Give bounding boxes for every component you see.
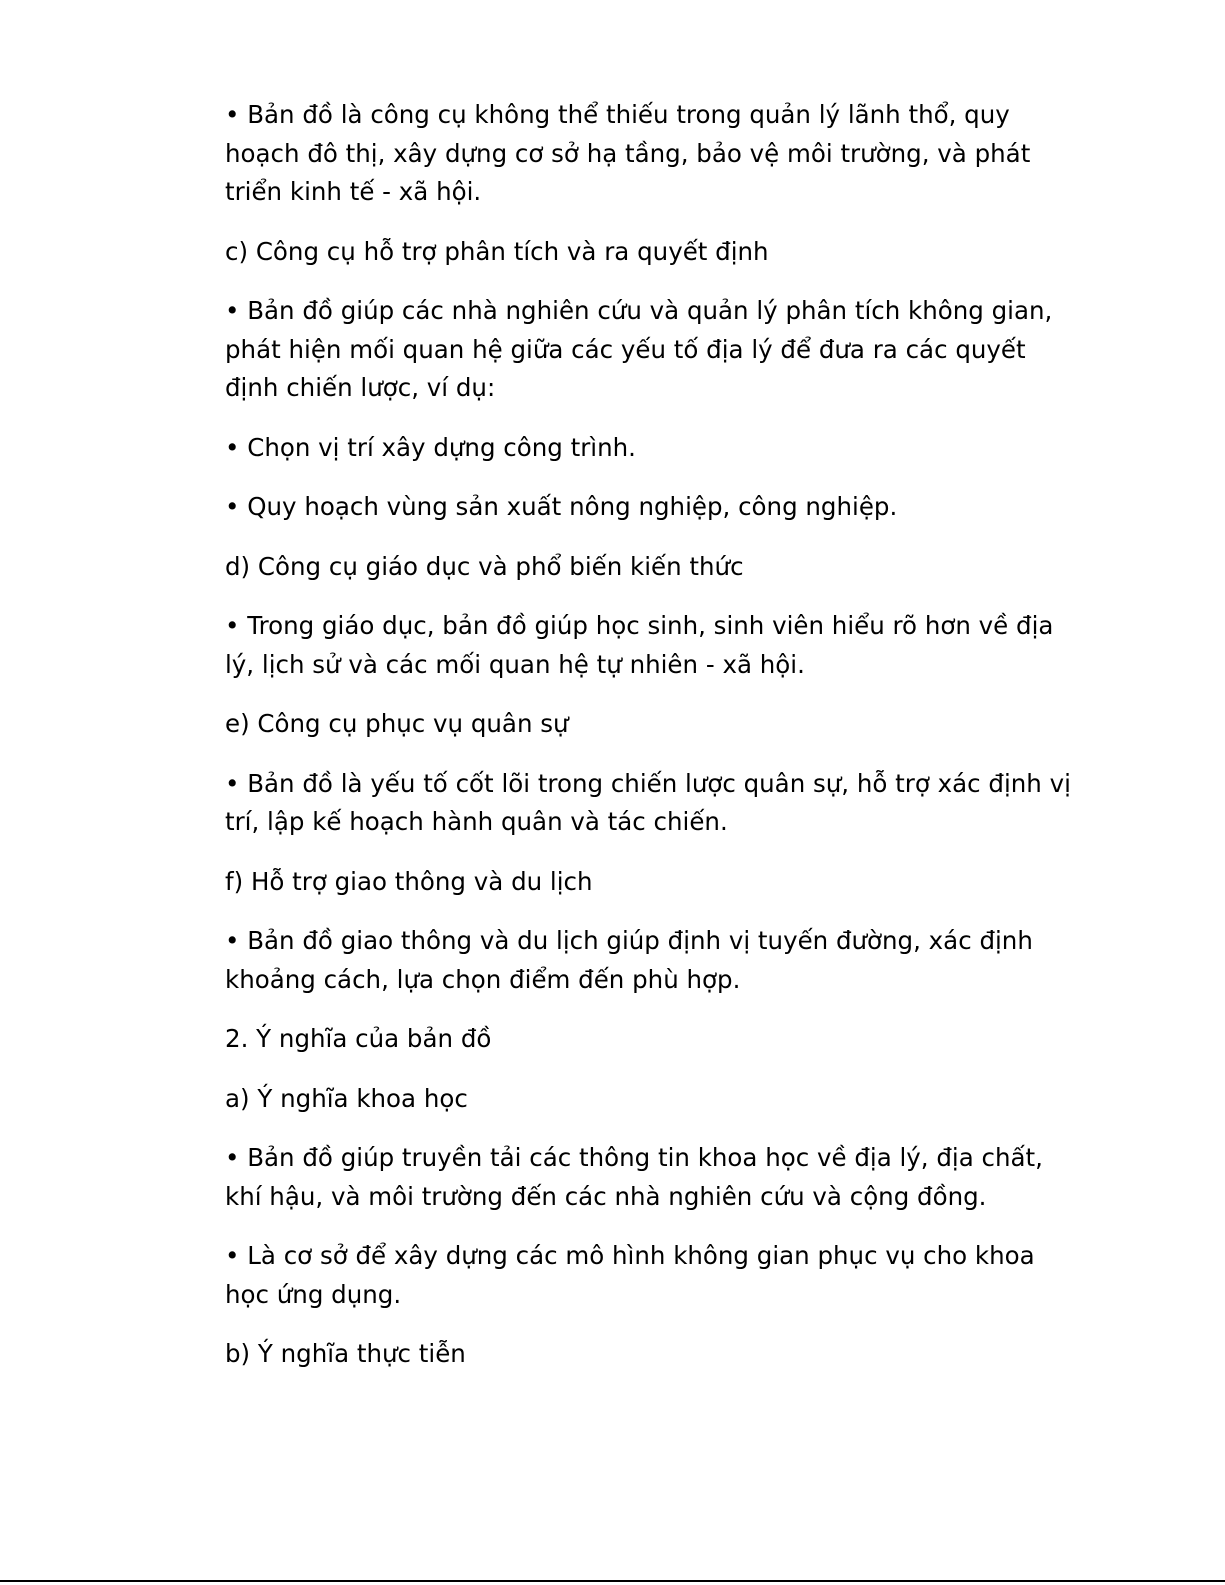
section-heading: d) Công cụ giáo dục và phổ biến kiến thức [225,551,744,581]
bullet-paragraph: • Là cơ sở để xây dựng các mô hình không gian phục vụ cho khoa học ứng dụng. [225,1241,1035,1309]
bullet-paragraph: • Bản đồ giúp truyền tải các thông tin khoa học về địa lý, địa chất, khí hậu, và môi trường đến các nhà nghiên cứu và cộng đồng. [225,1143,1043,1211]
bullet-paragraph: • Chọn vị trí xây dựng công trình. [225,432,636,462]
bullet-paragraph: • Bản đồ là yếu tố cốt lõi trong chiến lược quân sự, hỗ trợ xác định vị trí, lập kế hoạch hành quân và tác chiến. [225,768,1071,836]
bullet-paragraph: • Trong giáo dục, bản đồ giúp học sinh, sinh viên hiểu rõ hơn về địa lý, lịch sử và các mối quan hệ tự nhiên - xã hội. [225,611,1054,679]
document-body [225,96,1075,1395]
bullet-paragraph: • Bản đồ giao thông và du lịch giúp định vị tuyến đường, xác định khoảng cách, lựa chọn điểm đến phù hợp. [225,926,1033,994]
section-heading: e) Công cụ phục vụ quân sự [225,709,569,738]
section-heading: f) Hỗ trợ giao thông và du lịch [225,866,593,896]
chapter-heading: 2. Ý nghĩa của bản đồ [225,1024,492,1053]
section-heading: c) Công cụ hỗ trợ phân tích và ra quyết định [225,236,769,266]
section-heading: b) Ý nghĩa thực tiễn [225,1339,466,1368]
page-bottom-border [0,1580,1225,1582]
section-heading: a) Ý nghĩa khoa học [225,1083,468,1113]
bullet-paragraph: • Quy hoạch vùng sản xuất nông nghiệp, công nghiệp. [225,492,898,521]
bullet-paragraph: • Bản đồ giúp các nhà nghiên cứu và quản lý phân tích không gian, phát hiện mối quan hệ giữa các yếu tố địa lý để đưa ra các quyết định chiến lược, ví dụ: [225,296,1053,402]
bullet-paragraph: • Bản đồ là công cụ không thể thiếu trong quản lý lãnh thổ, quy hoạch đô thị, xây dựng cơ sở hạ tầng, bảo vệ môi trường, và phát triển kinh tế - xã hội. [225,100,1031,206]
